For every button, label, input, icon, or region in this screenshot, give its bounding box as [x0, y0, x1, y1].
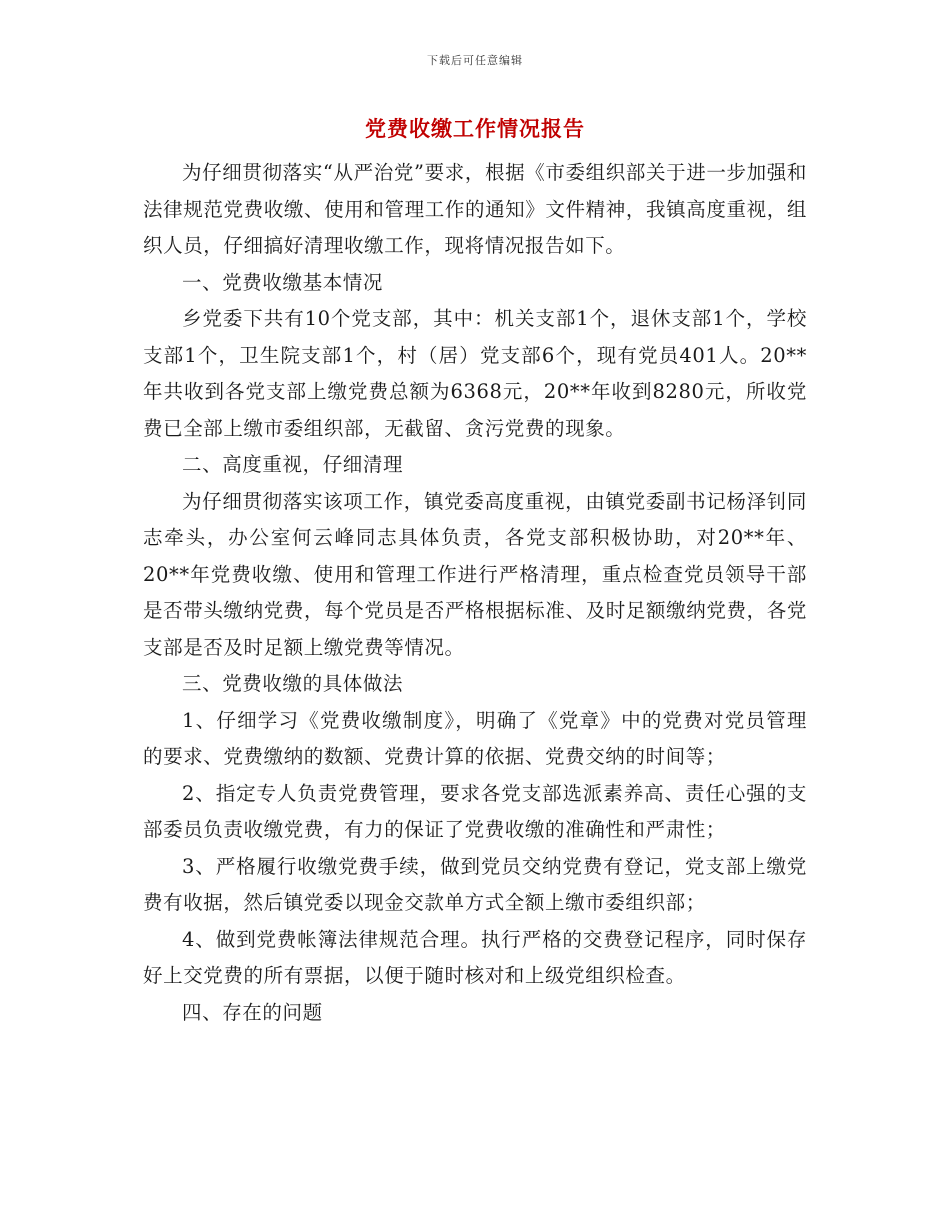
- intro-paragraph: 为仔细贯彻落实“从严治党”要求，根据《市委组织部关于进一步加强和法律规范党费收缴、使用和管理工作的通知》文件精神，我镇高度重视，组织人员，仔细搞好清理收缴工作，现将情况报告如下。: [143, 161, 807, 257]
- section-3-item-3: 3、严格履行收缴党费手续，做到党员交纳党费有登记，党支部上缴党费有收据，然后镇党委以现金交款单方式全额上缴市委组织部；: [143, 854, 807, 914]
- document-body: [143, 155, 807, 1031]
- section-2-paragraph: 为仔细贯彻落实该项工作，镇党委高度重视，由镇党委副书记杨泽钊同志牵头，办公室何云峰同志具体负责，各党支部积极协助，对20**年、20**年党费收缴、使用和管理工作进行严格清理，重点检查党员领导干部是否带头缴纳党费，每个党员是否严格根据标准、及时足额缴纳党费，各党支部是否及时足额上缴党费等情况。: [143, 489, 807, 659]
- section-3-item-1: 1、仔细学习《党费收缴制度》，明确了《党章》中的党费对党员管理的要求、党费缴纳的数额、党费计算的依据、党费交纳的时间等；: [143, 708, 807, 768]
- document-title: 党费收缴工作情况报告: [365, 116, 585, 141]
- header-note: 下载后可任意编辑: [427, 54, 523, 67]
- section-3-item-4: 4、做到党费帐簿法律规范合理。执行严格的交费登记程序，同时保存好上交党费的所有票据，以便于随时核对和上级党组织检查。: [143, 927, 807, 987]
- section-1-paragraph: 乡党委下共有10个党支部，其中：机关支部1个，退休支部1个，学校支部1个，卫生院支部1个，村（居）党支部6个，现有党员401人。20**年共收到各党支部上缴党费总额为6368元，20**年收到8280元，所收党费已全部上缴市委组织部，无截留、贪污党费的现象。: [143, 307, 807, 440]
- section-heading-3: 三、党费收缴的具体做法: [182, 672, 404, 695]
- section-heading-4: 四、存在的问题: [182, 1000, 323, 1024]
- section-heading-2: 二、高度重视，仔细清理: [182, 453, 404, 476]
- section-heading-1: 一、党费收缴基本情况: [182, 270, 384, 294]
- section-3-item-2: 2、指定专人负责党费管理，要求各党支部选派素养高、责任心强的支部委员负责收缴党费，有力的保证了党费收缴的准确性和严肃性；: [143, 781, 807, 841]
